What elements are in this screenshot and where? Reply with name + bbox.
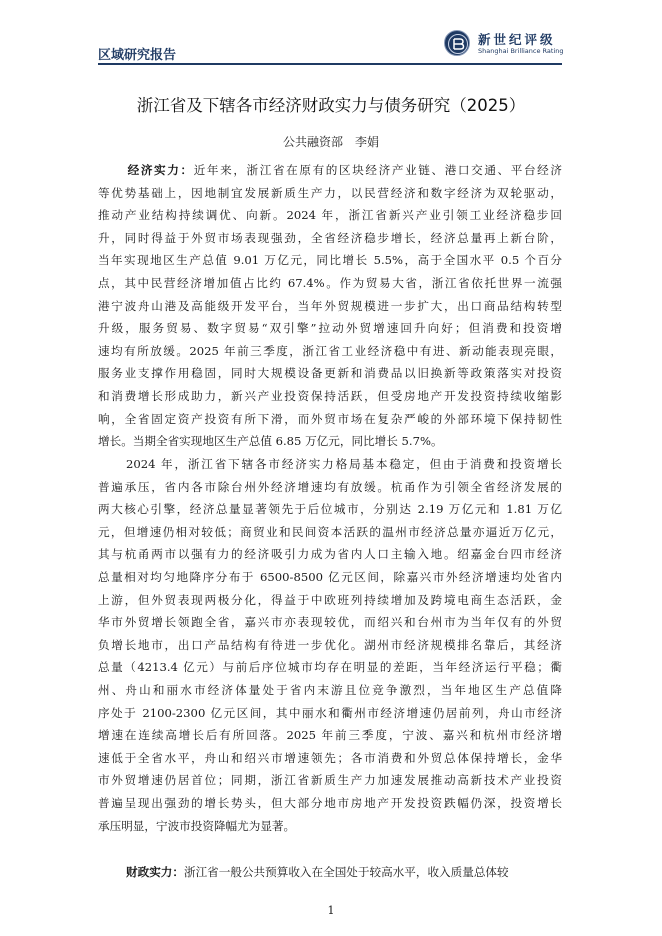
paragraph-line: 经济实力：近年来，浙江省在原有的区块经济产业链、港口交通、平台经济 xyxy=(126,163,562,177)
paragraph-line: 响，全省固定资产投资有所下滑，而外贸市场在复杂严峻的外部环境下保持韧性 xyxy=(98,411,562,426)
document-title: 浙江省及下辖各市经济财政实力与债务研究（2025） xyxy=(136,96,526,115)
paragraph-line: 点，其中民营经济增加值占比约 67.4%。作为贸易大省，浙江省依托世界一流强 xyxy=(98,275,562,290)
economy-paragraph xyxy=(98,159,562,453)
paragraph-line: 其与杭甬两市以强有力的经济吸引力成为省内人口主输入地。绍嘉金台四市经济 xyxy=(98,547,562,562)
paragraph-line: 普遍承压，省内各市除台州外经济增速均有放缓。杭甬作为引领全省经济发展的 xyxy=(98,479,562,494)
paragraph-line: 两大核心引擎，经济总量显著领先于后位城市，分别达 2.19 万亿元和 1.81 万亿 xyxy=(98,502,562,517)
page-number: 1 xyxy=(327,904,335,917)
paragraph-line: 州、舟山和丽水市经济体量处于省内末游且位竞争激烈，当年地区生产总值降 xyxy=(98,682,562,697)
logo-chinese-name: 新世纪评级 xyxy=(478,32,556,47)
paragraph-line: 上游，但外贸表现两极分化，得益于中欧班列持续增加及跨境电商生态活跃，金 xyxy=(98,592,562,607)
header-divider xyxy=(98,63,562,65)
report-header xyxy=(0,0,662,70)
paragraph-line: 等优势基础上，因地制宜发展新质生产力，以民营经济和数字经济为双轮驱动， xyxy=(98,185,562,200)
paragraph-line: 负增长地市，出口产品结构有待进一步优化。湖州市经济规模排名靠后，其经济 xyxy=(98,637,562,652)
paragraph-line: 承压明显，宁波市投资降幅尤为显著。 xyxy=(98,818,296,833)
paragraph-line: 普遍呈现出强劲的增长势头，但大部分地市房地产开发投资跌幅仍深，投资增长 xyxy=(98,795,562,810)
paragraph-line: 2024 年，浙江省下辖各市经济实力格局基本稳定，但由于消费和投资增长 xyxy=(126,457,562,471)
paragraph-line: 推动产业结构持续调优、向新。2024 年，浙江省新兴产业引领工业经济稳步回 xyxy=(98,208,562,223)
logo-english-name: Shanghai Brilliance Rating xyxy=(478,47,564,55)
paragraph-line: 市外贸增速仍居首位；同期，浙江省新质生产力加速发展推动高新技术产业投资 xyxy=(98,773,562,788)
paragraph-line: 速均有所放缓。2025 年前三季度，浙江省工业经济稳中有进、新动能表现亮眼， xyxy=(98,343,562,358)
paragraph-line: 增速在连续高增长后有所回落。2025 年前三季度，宁波、嘉兴和杭州市经济增 xyxy=(98,728,562,743)
paragraph-line: 总量相对均匀地降序分布于 6500-8500 亿元区间，除嘉兴市外经济增速均处省内 xyxy=(98,569,562,584)
economy-lead: 经济实力： xyxy=(126,163,194,177)
paragraph-line: 和消费增长形成助力，新兴产业投资保持活跃，但受房地产开发投资持续收缩影 xyxy=(98,388,562,403)
paragraph-line: 当年实现地区生产总值 9.01 万亿元，同比增长 5.5%，高于全国水平 0.5 个百分 xyxy=(98,253,562,268)
paragraph-line: 华市外贸增长领跑全省，嘉兴市亦表现较优，而绍兴和台州市为当年仅有的外贸 xyxy=(98,615,562,630)
brilliance-rating-emblem-icon xyxy=(444,30,470,56)
paragraph-line: 升，同时得益于外贸市场表现强劲，全省经济稳步增长，经济总量再上新台阶， xyxy=(98,230,562,245)
section-title: 区域研究报告 xyxy=(98,48,177,63)
fiscal-paragraph xyxy=(98,861,562,884)
paragraph-line: 速低于全省水平，舟山和绍兴市增速领先；各市消费和外贸总体保持增长，金华 xyxy=(98,750,562,765)
paragraph-line: 财政实力：浙江省一般公共预算收入在全国处于较高水平，收入质量总体较 xyxy=(126,865,509,879)
fiscal-lead: 财政实力： xyxy=(126,865,184,879)
paragraph-line: 总量（4213.4 亿元）与前后序位城市均存在明显的差距，当年经济运行平稳；衢 xyxy=(98,660,562,675)
brand-logo xyxy=(444,30,569,58)
document-authors: 公共融资部 李娟 xyxy=(282,135,379,149)
paragraph-line: 服务业支撑作用稳固，同时大规模设备更新和消费品以旧换新等政策落实对投资 xyxy=(98,366,562,381)
paragraph-line: 元，但增速仍相对较低；商贸业和民间资本活跃的温州市经济总量亦逼近万亿元， xyxy=(98,524,562,539)
paragraph-line: 港宁波舟山港及高能级开发平台，当年外贸规模进一步扩大，出口商品结构转型 xyxy=(98,298,562,313)
paragraph-line: 升级，服务贸易、数字贸易“双引擎”拉动外贸增速回升向好；但消费和投资增 xyxy=(98,321,562,336)
cities-paragraph xyxy=(98,453,562,837)
paragraph-line: 增长。当期全省实现地区生产总值 6.85 万亿元，同比增长 5.7%。 xyxy=(98,434,443,449)
paragraph-line: 序处于 2100-2300 亿元区间，其中丽水和衢州市经济增速仍居前列，舟山市经济 xyxy=(98,705,562,720)
